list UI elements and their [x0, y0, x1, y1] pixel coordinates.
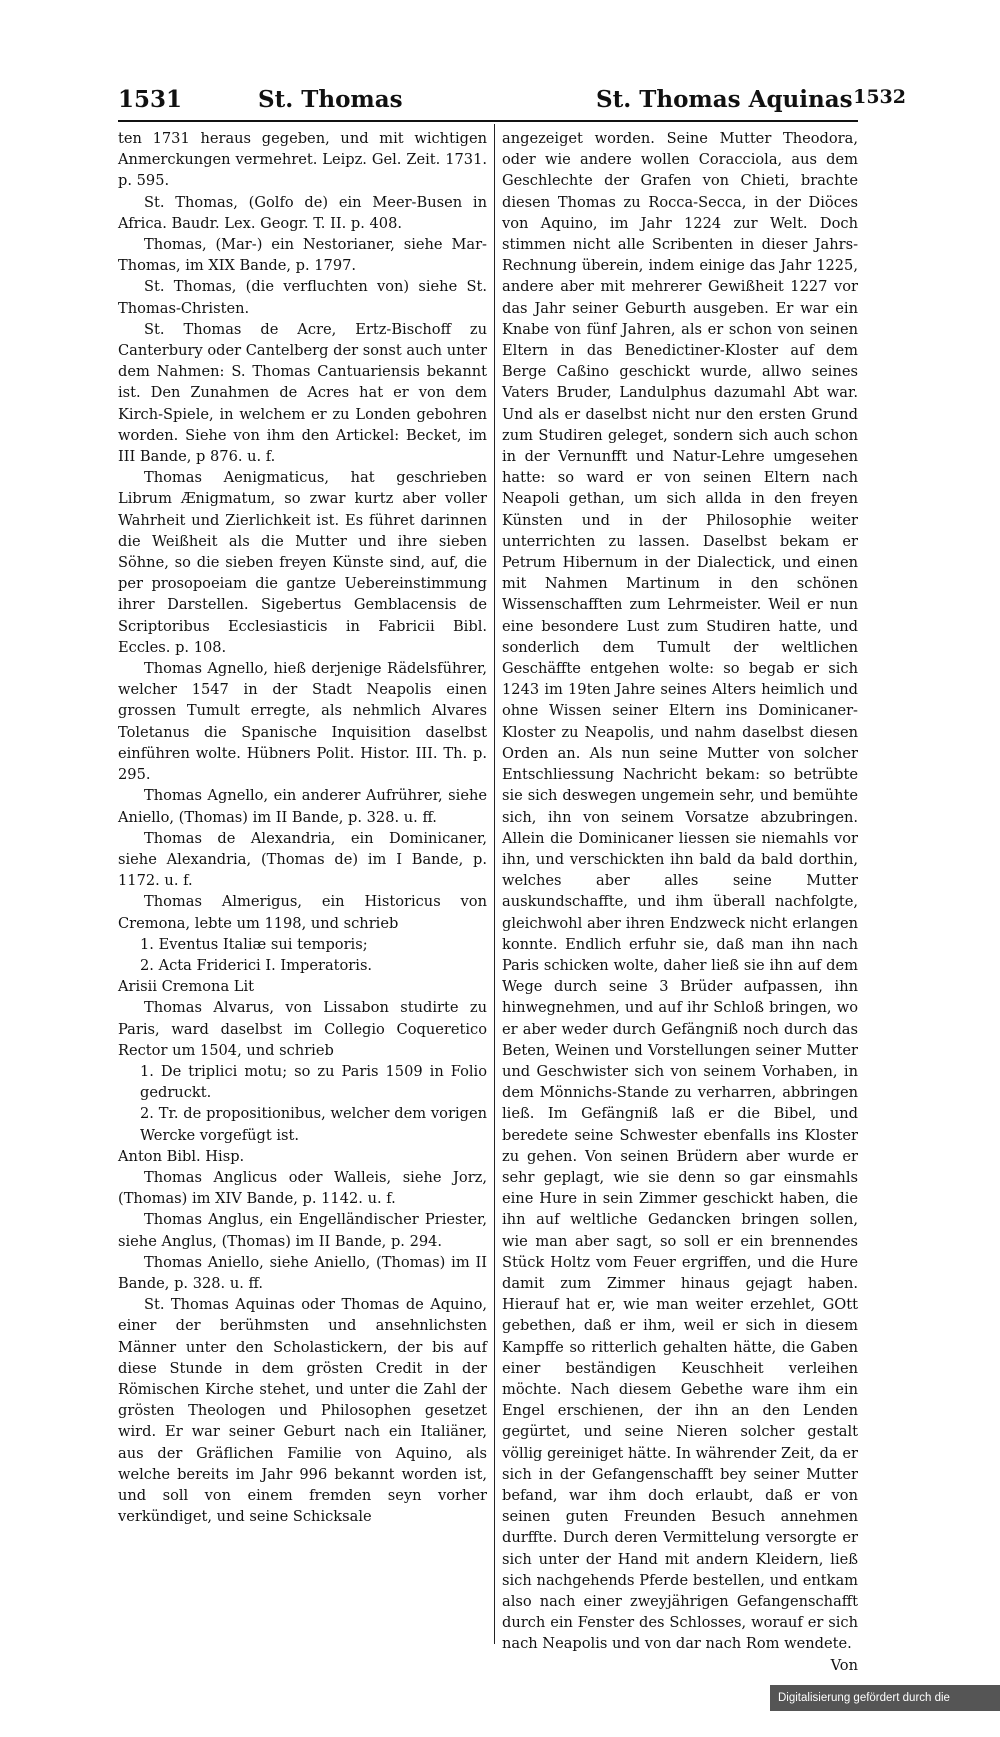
right-paragraph-catch: Von — [830, 1656, 858, 1674]
left-paragraph-entry: St. Thomas, (die verfluchten von) siehe St. Thomas-Christen. — [118, 278, 487, 317]
left-paragraph-list: 2. Tr. de propositionibus, welcher dem vorigen Wercke vorgefügt ist. — [140, 1105, 487, 1144]
left-running-title: St. Thomas — [258, 86, 403, 113]
credit-text: Digitalisierung gefördert durch die Deutsche Forschungsgemeinschaft — [778, 1692, 959, 1731]
left-paragraph-entry: Thomas Agnello, hieß derjenige Rädelsführer, welcher 1547 in der Stadt Neapolis einen grossen Tumult erregte, als nehmlich Alvares Toletanus die Spanische Inquisition daselbst einführen wolte. Hübners Polit. Histor. III. Th. p. 295. — [118, 660, 487, 784]
left-paragraph-list: 2. Acta Friderici I. Imperatoris. — [140, 956, 373, 974]
right-page-number: 1532 — [853, 86, 906, 108]
right-column — [502, 128, 858, 1676]
left-paragraph-entry: Thomas, (Mar-) ein Nestorianer, siehe Mar-Thomas, im XIX Bande, p. 1797. — [118, 236, 487, 275]
left-paragraph-entry: Thomas Aniello, siehe Aniello, (Thomas) im II Bande, p. 328. u. ff. — [118, 1253, 487, 1292]
digitization-credit — [770, 1685, 1000, 1731]
left-paragraph-entry: St. Thomas Aquinas oder Thomas de Aquino, einer der berühmsten und ansehnlichsten Männer unter den Scholastickern, der bis auf diese Stunde in dem grösten Credit in der Römischen Kirche stehet, und unter die Zahl der grösten Theologen und Philosophen gesetzet wird. Er war seiner Geburt nach ein Italiäner, aus der Gräflichen Familie von Aquino, als welche bereits im Jahr 996 bekannt worden ist, und soll von einem fremden seyn vorher verkündiget, und seine Schicksale — [118, 1296, 487, 1526]
left-paragraph-entry: Thomas Aenigmaticus, hat geschrieben Librum Ænigmatum, so zwar kurtz aber voller Wahrheit und Zierlichkeit ist. Es führet darinnen die Weißheit als die Mutter und ihre sieben Söhne, so die sieben freyen Künste sind, auf, die per prosopoeiam die gantze Uebereinstimmung ihrer Darstellen. Sigebertus Gemblacensis de Scriptoribus Ecclesiasticis in Fabricii Bibl. Eccles. p. 108. — [118, 469, 487, 656]
left-paragraph-entry: Thomas Anglicus oder Walleis, siehe Jorz, (Thomas) im XIV Bande, p. 1142. u. f. — [118, 1168, 487, 1208]
left-paragraph-entry: Thomas de Alexandria, ein Dominicaner, siehe Alexandria, (Thomas de) im I Bande, p. 1172. u. f. — [118, 829, 487, 890]
column-divider — [494, 124, 495, 1644]
left-paragraph-entry: Thomas Alvarus, von Lissabon studirte zu Paris, ward daselbst im Collegio Coqueretico Rector um 1504, und schrieb — [118, 999, 487, 1059]
left-page-number: 1531 — [118, 86, 183, 113]
left-paragraph-entry: St. Thomas, (Golfo de) ein Meer-Busen in Africa. Baudr. Lex. Geogr. T. II. p. 408. — [118, 193, 487, 232]
left-paragraph-entry: St. Thomas de Acre, Ertz-Bischoff zu Canterbury oder Cantelberg der sonst auch unter dem Nahmen: S. Thomas Cantuariensis bekannt ist. Den Zunahmen de Acres hat er von dem Kirch-Spiele, in welchem er zu Londen gebohren worden. Siehe von ihm den Artickel: Becket, im III Bande, p 876. u. f. — [118, 320, 487, 466]
left-paragraph-src: Arisii Cremona Lit — [118, 978, 255, 996]
left-paragraph-entry: Thomas Agnello, ein anderer Aufrührer, siehe Aniello, (Thomas) im II Bande, p. 328. u. ff. — [118, 787, 487, 826]
left-paragraph-entry: Thomas Anglus, ein Engelländischer Priester, siehe Anglus, (Thomas) im II Bande, p. 294. — [118, 1211, 487, 1250]
dfg-logo: DFG — [963, 1716, 992, 1732]
left-paragraph-entry: Thomas Almerigus, ein Historicus von Cremona, lebte um 1198, und schrieb — [118, 893, 487, 932]
left-paragraph-cont: ten 1731 heraus gegeben, und mit wichtigen Anmerckungen vermehret. Leipz. Gel. Zeit. 1731. p. 595. — [118, 130, 487, 190]
left-paragraph-list: 1. Eventus Italiæ sui temporis; — [140, 935, 368, 953]
left-paragraph-src: Anton Bibl. Hisp. — [118, 1147, 245, 1165]
left-paragraph-list: 1. De triplici motu; so zu Paris 1509 in Folio gedruckt. — [140, 1062, 487, 1102]
right-running-title: St. Thomas Aquinas — [596, 86, 853, 113]
left-column — [118, 128, 487, 1527]
right-paragraph-cont: angezeiget worden. Seine Mutter Theodora, oder wie andere wollen Coracciola, aus dem Geschlechte der Grafen von Chieti, brachte diesen Thomas zu Rocca-Secca, in der Diöces von Aquino, im Jahr 1224 zur Welt. Doch stimmen nicht alle Scribenten in dieser Jahrs-Rechnung überein, indem einige das Jahr 1225, andere aber mit mehrerer Gewißheit 1227 vor das Jahr seiner Geburth ausgeben. Er war ein Knabe von fünf Jahren, als er schon von seinen Eltern in das Benedictiner-Kloster auf dem Berge Caßino geschickt wurde, allwo seines Vaters Bruder, Landulphus dazumahl Abt war. Und als er daselbst nicht nur den ersten Grund zum Studiren geleget, sondern sich auch schon in der Vernunfft und Natur-Lehre umgesehen hatte: so ward er von seinen Eltern nach Neapoli gethan, um sich allda in den freyen Künsten und in der Philosophie weiter unterrichten zu lassen. Daselbst bekam er Petrum Hibernum in der Dialectick, und einen mit Nahmen Martinum in den schönen Wissenschafften zum Lehrmeister. Weil er nun eine besondere Lust zum Studiren hatte, und sonderlich dem Tumult der weltlichen Geschäffte entgehen wolte: so begab er sich 1243 im 19ten Jahre seines Alters heimlich und ohne Wissen seiner Eltern ins Dominicaner-Kloster zu Neapolis, und nahm daselbst diesen Orden an. Als nun seine Mutter von solcher Entschliessung Nachricht bekam: so betrübte sie sich deswegen ungemein sehr, und bemühte sich, ihn von seinem Vorsatze abzubringen. Allein die Dominicaner liessen sie niemahls vor ihn, und verschickten ihn bald da bald dorthin, welches aber alles seine Mutter auskundschaffte, und ihm überall nachfolgte, gleichwohl aber ihren Endzweck nicht erlangen konnte. Endlich erfuhr sie, daß man ihn nach Paris schicken wolte, daher ließ sie ihn auf dem Wege durch seine 3 Brüder aufpassen, ihn hinwegnehmen, und auf ihr Schloß bringen, wo er aber weder durch Gefängniß noch durch das Beten, Weinen und Vorstellungen seiner Mutter und Geschwister sich von seinem Vorhaben, in dem Mönnichs-Stande zu verharren, abbringen ließ. Im Gefängniß laß er die Bibel, und beredete seine Schwester ebenfalls ins Kloster zu gehen. Von seinen Brüdern aber wurde er sehr geplagt, wie sie denn so gar einsmahls eine Hure in sein Zimmer geschickt haben, die ihn auf weltliche Gedancken bringen sollen, wie man aber sagt, so soll er ein brennendes Stück Holtz vom Feuer ergriffen, und die Hure damit zum Zimmer hinaus gejagt haben. Hierauf hat er, wie man weiter erzehlet, GOtt gebethen, daß er ihm, weil er sich in diesem Kampffe so ritterlich gehalten hätte, die Gaben einer beständigen Keuschheit verleihen möchte. Nach diesem Gebethe ware ihm ein Engel erschienen, der ihn an den Lenden gegürtet, und seine Nieren solcher gestalt völlig gereiniget hätte. In währender Zeit, da er sich in der Gefangenschafft bey seiner Mutter befand, war ihm doch erlaubt, daß er von seinen guten Freunden Besuch annehmen durffte. Durch deren Vermittelung versorgte er sich unter der Hand mit andern Kleidern, ließ sich nachgehends Pferde bestellen, und entkam also nach einer zweyjährigen Gefangenschafft durch ein Fenster des Schlosses, worauf er sich nach Neapolis und von dar nach Rom wendete. — [502, 130, 858, 1653]
header-rule — [118, 120, 858, 122]
